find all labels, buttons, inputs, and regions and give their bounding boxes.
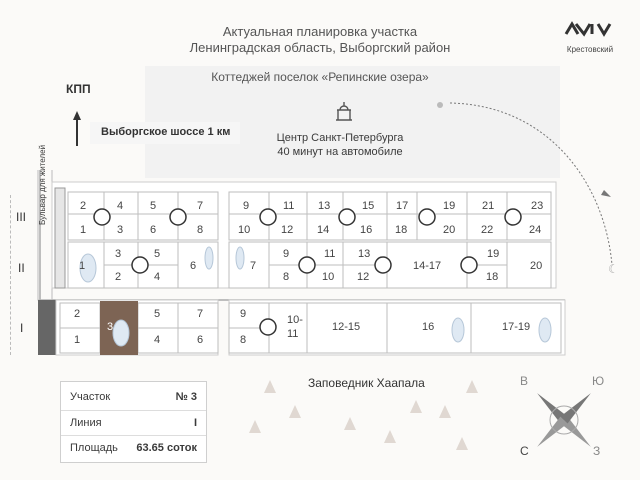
plot-label[interactable]: 10- 11	[287, 314, 303, 340]
compass-n: В	[520, 374, 529, 388]
plot-label[interactable]: 18	[486, 271, 499, 283]
plot-label[interactable]: 11	[324, 248, 336, 260]
row-label-1: I	[20, 321, 24, 335]
plot-label-selected[interactable]: 3	[107, 321, 114, 333]
info-row-plot	[70, 391, 197, 403]
center-line-1: Центр Санкт-Петербурга	[276, 132, 404, 144]
plot-label[interactable]: 11	[283, 200, 295, 212]
plot-label[interactable]: 24	[529, 224, 542, 236]
row-label-2: II	[18, 261, 25, 275]
sun-icon	[437, 102, 443, 108]
plot-label[interactable]: 18	[395, 224, 408, 236]
plot-label[interactable]: 9	[283, 248, 290, 260]
row-label-3: III	[16, 210, 27, 224]
plot-label[interactable]: 21	[482, 200, 495, 212]
compass-w: С	[520, 444, 529, 458]
plot-label[interactable]: 5	[154, 308, 161, 320]
plot-label[interactable]: 6	[150, 224, 157, 236]
plot-label[interactable]: 17	[396, 200, 409, 212]
plot-label[interactable]: 16	[360, 224, 373, 236]
plot-label[interactable]: 10	[238, 224, 251, 236]
info-value: I	[193, 417, 197, 429]
info-value: 63.65 соток	[136, 442, 197, 454]
plot-label[interactable]: 2	[115, 271, 122, 283]
plot-label[interactable]: 13	[358, 248, 371, 260]
plot-label[interactable]: 9	[243, 200, 250, 212]
forest-icons	[240, 375, 500, 455]
plot-label[interactable]: 2	[80, 200, 87, 212]
info-key: Участок	[70, 391, 111, 403]
plot-label[interactable]: 4	[117, 200, 124, 212]
plot-label[interactable]: 9	[240, 308, 247, 320]
plot-label[interactable]: 19	[487, 248, 500, 260]
center-line-2: 40 минут на автомобиле	[277, 146, 403, 158]
plot-label[interactable]: 12	[357, 271, 370, 283]
plot-label[interactable]: 14-17	[413, 260, 442, 272]
plot-label[interactable]: 12	[281, 224, 294, 236]
plot-label[interactable]: 7	[197, 308, 204, 320]
plot-label[interactable]: 1	[79, 260, 86, 272]
boulevard-label: Бульвар для жителей	[38, 144, 47, 225]
plot-label[interactable]: 3	[115, 248, 122, 260]
moon-icon: ☾	[608, 262, 619, 276]
plot-label[interactable]: 17-19	[502, 321, 531, 333]
plot-info-card	[60, 381, 207, 463]
plot-label[interactable]: 16	[422, 321, 435, 333]
plot-label[interactable]: 19	[443, 200, 456, 212]
header-line-1: Актуальная планировка участка	[222, 24, 418, 39]
plot-label[interactable]: 7	[197, 200, 204, 212]
plot-label[interactable]: 5	[154, 248, 161, 260]
plot-label[interactable]: 10	[322, 271, 335, 283]
info-row-area	[70, 442, 197, 454]
info-row-line	[70, 417, 197, 429]
plot-label[interactable]: 1	[74, 334, 81, 346]
compass-e: Ю	[592, 374, 605, 388]
compass-s: З	[593, 444, 601, 458]
plot-label[interactable]: 5	[150, 200, 157, 212]
plot-label[interactable]: 4	[154, 271, 161, 283]
header-line-2: Ленинградская область, Выборгский район	[189, 40, 451, 55]
plot-label[interactable]: 20	[443, 224, 456, 236]
plot-label[interactable]: 6	[190, 260, 197, 272]
plot-label[interactable]: 13	[318, 200, 331, 212]
plot-label[interactable]: 3	[117, 224, 124, 236]
plot-label[interactable]: 8	[283, 271, 290, 283]
plot-label[interactable]: 14	[317, 224, 330, 236]
plot-label[interactable]: 12-15	[332, 321, 361, 333]
plot-label[interactable]: 8	[197, 224, 204, 236]
plot-label[interactable]: 20	[530, 260, 543, 272]
row-axis	[10, 195, 13, 355]
plot-label[interactable]: 22	[481, 224, 494, 236]
plot-labels	[0, 170, 640, 360]
compass-rose-icon	[520, 372, 620, 467]
plot-label[interactable]: 2	[74, 308, 81, 320]
plot-label[interactable]: 15	[362, 200, 375, 212]
plot-label[interactable]: 4	[154, 334, 161, 346]
landmark-icon	[333, 100, 355, 127]
info-key: Линия	[70, 417, 102, 429]
plot-label[interactable]: 1	[80, 224, 87, 236]
plot-label[interactable]: 23	[531, 200, 544, 212]
highway-label: Выборгское шоссе 1 км	[101, 126, 231, 138]
brand-name: Крестовский	[566, 45, 614, 54]
plot-label[interactable]: 8	[240, 334, 247, 346]
info-key: Площадь	[70, 442, 118, 454]
reserve-label: Заповедник Хаапала	[308, 376, 425, 390]
plot-label[interactable]: 7	[250, 260, 257, 272]
arrow-shaft	[76, 118, 78, 146]
brand-logo	[560, 18, 620, 54]
village-title: Коттеджей поселок «Репинские озера»	[211, 70, 429, 84]
checkpoint-label: КПП	[66, 82, 91, 96]
info-value: № 3	[175, 391, 197, 403]
plot-label[interactable]: 6	[197, 334, 204, 346]
